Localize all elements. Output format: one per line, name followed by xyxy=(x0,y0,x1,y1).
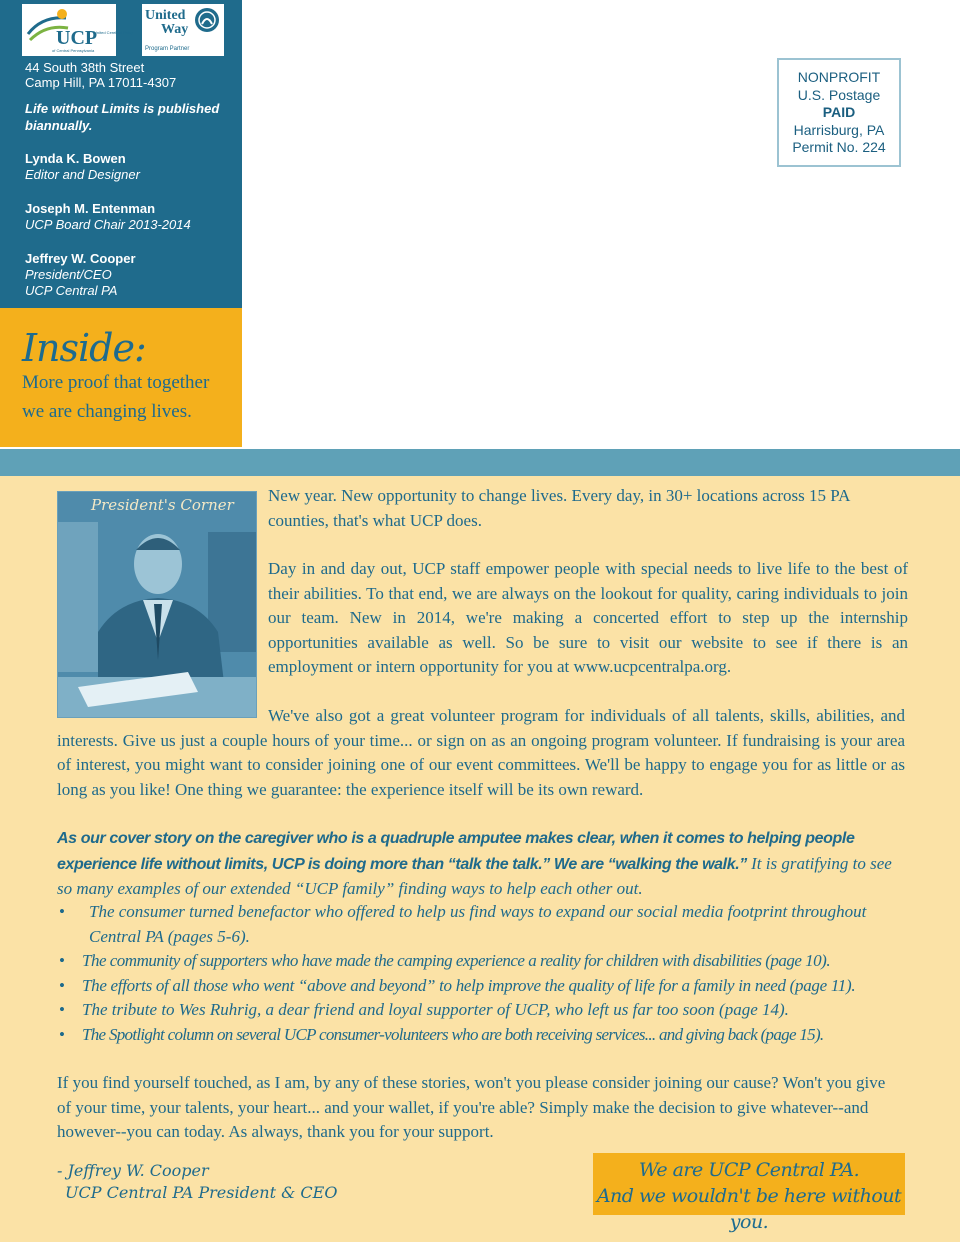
list-item-text: The tribute to Wes Ruhrig, a dear friend and loyal supporter of UCP, who left us far too soon (page 14). xyxy=(82,1000,789,1019)
staff-title: President/CEO xyxy=(25,267,112,282)
united-way-logo xyxy=(142,4,224,56)
signature-title: UCP Central PA President & CEO xyxy=(65,1183,338,1202)
address-line-1: 44 South 38th Street xyxy=(25,60,145,75)
inside-title: Inside: xyxy=(22,326,146,370)
staff-title: Editor and Designer xyxy=(25,167,140,182)
united-way-line1: United xyxy=(145,8,186,23)
list-item-text: The community of supporters who have made the camping experience a reality for children with disabilities (page 10). xyxy=(82,951,831,970)
list-item xyxy=(57,1023,907,1048)
article-paragraph: New year. New opportunity to change lives. Every day, in 30+ locations across 15 PA counties, that's what UCP does. xyxy=(268,486,850,530)
list-item xyxy=(57,998,907,1023)
tagline-box xyxy=(593,1153,905,1233)
united-way-sub: Program Partner xyxy=(145,46,190,52)
ucp-logo xyxy=(22,4,133,56)
bullet-icon: • xyxy=(59,1024,65,1044)
paragraph-text: It is gratifying to see so many examples of our extended “UCP family” finding ways to help each other out. xyxy=(57,853,892,898)
staff-name: Jeffrey W. Cooper xyxy=(25,251,136,266)
united-way-line2: Way xyxy=(161,22,189,37)
staff-credit xyxy=(25,151,140,183)
ucp-logo-small: United Cerebral Palsy xyxy=(94,30,133,35)
signature-name: - Jeffrey W. Cooper xyxy=(57,1161,209,1180)
list-item-text: The consumer turned benefactor who offered to help us find ways to expand our social media footprint throughout Central PA (pages 5-6). xyxy=(89,902,867,946)
inside-callout xyxy=(0,308,242,447)
postage-indicia xyxy=(777,58,901,167)
masthead-sidebar xyxy=(0,0,242,308)
return-address xyxy=(25,60,176,90)
bullet-icon: • xyxy=(59,1000,65,1019)
staff-name: Joseph M. Entenman xyxy=(25,201,156,216)
staff-credit xyxy=(25,201,191,233)
article-paragraph: If you find yourself touched, as I am, by any of these stories, won't you please consider joining our cause? Won't you give of your time, your talents, your heart... and your wallet, if you're able? Simply make the decision to give whatever--and however--you can today. As always, thank you for your support. xyxy=(57,1073,886,1141)
divider-band xyxy=(0,449,960,476)
postage-line: Permit No. 224 xyxy=(792,139,886,155)
bullet-icon: • xyxy=(59,951,65,970)
united-way-hand-icon xyxy=(195,8,219,32)
ucp-logo-text: UCP xyxy=(56,27,98,49)
list-item-text: The efforts of all those who went “above and beyond” to help improve the quality of life for a family in need (page 11). xyxy=(82,975,856,995)
ucp-logo-sub: of Central Pennsylvania xyxy=(52,48,95,53)
staff-title: UCP Board Chair 2013-2014 xyxy=(25,217,191,232)
bullet-icon: • xyxy=(59,975,65,995)
bullet-icon: • xyxy=(59,902,65,921)
publication-note: Life without Limits is published biannually. xyxy=(25,101,220,133)
article-paragraph xyxy=(57,826,905,902)
postage-line: Harrisburg, PA xyxy=(793,121,885,138)
person-portrait-icon xyxy=(58,492,256,717)
list-item-text: The Spotlight column on several UCP consumer-volunteers who are both receiving services... and giving back (page 15). xyxy=(82,1024,824,1044)
staff-name: Lynda K. Bowen xyxy=(25,151,126,166)
list-item xyxy=(57,974,907,999)
staff-credit xyxy=(25,251,136,299)
postage-line: U.S. Postage xyxy=(797,86,881,103)
staff-title: UCP Central PA xyxy=(25,283,118,298)
address-line-2: Camp Hill, PA 17011-4307 xyxy=(25,75,177,90)
inside-subtitle: More proof that together we are changing lives. xyxy=(22,372,210,422)
postage-paid: PAID xyxy=(822,104,856,120)
ucp-logo-mark-icon xyxy=(22,4,133,56)
article-paragraph: We've also got a great volunteer program for individuals of all talents, skills, abilities, and interests. Give us just a couple hours of your time... or sign on as an ongoing program volunteer. If fundraising is your area of interest, you might want to consider joining one of our event committees. We'll be happy to engage you for as little or as long as you like! One thing we guarantee: the experience itself will be its own reward. xyxy=(57,706,905,799)
signature xyxy=(57,1160,337,1204)
highlights-list xyxy=(57,900,907,1047)
partner-logos xyxy=(22,4,224,56)
photo-label: President's Corner xyxy=(91,496,234,514)
president-photo xyxy=(57,491,257,718)
article-paragraph: Day in and day out, UCP staff empower people with special needs to live life to the best of their abilities. To that end, we are always on the lookout for quality, caring individuals to join our team. New in 2014, we're making a concerted effort to step up the internship opportunities available as well. So be sure to visit our website to see if there is an employment or intern opportunity for you at www.ucpcentralpa.org. xyxy=(268,559,908,676)
list-item xyxy=(57,900,907,949)
emphasis-text: As our cover story on the caregiver who is a quadruple amputee makes clear, when it comes to helping people experience life without limits, UCP is doing more than “talk the talk.” We are “walking the walk.” xyxy=(57,830,855,873)
tagline-line: And we wouldn't be here without you. xyxy=(596,1185,902,1233)
list-item xyxy=(57,949,907,974)
postage-line: NONPROFIT xyxy=(797,69,881,85)
tagline-line: We are UCP Central PA. xyxy=(638,1159,860,1181)
